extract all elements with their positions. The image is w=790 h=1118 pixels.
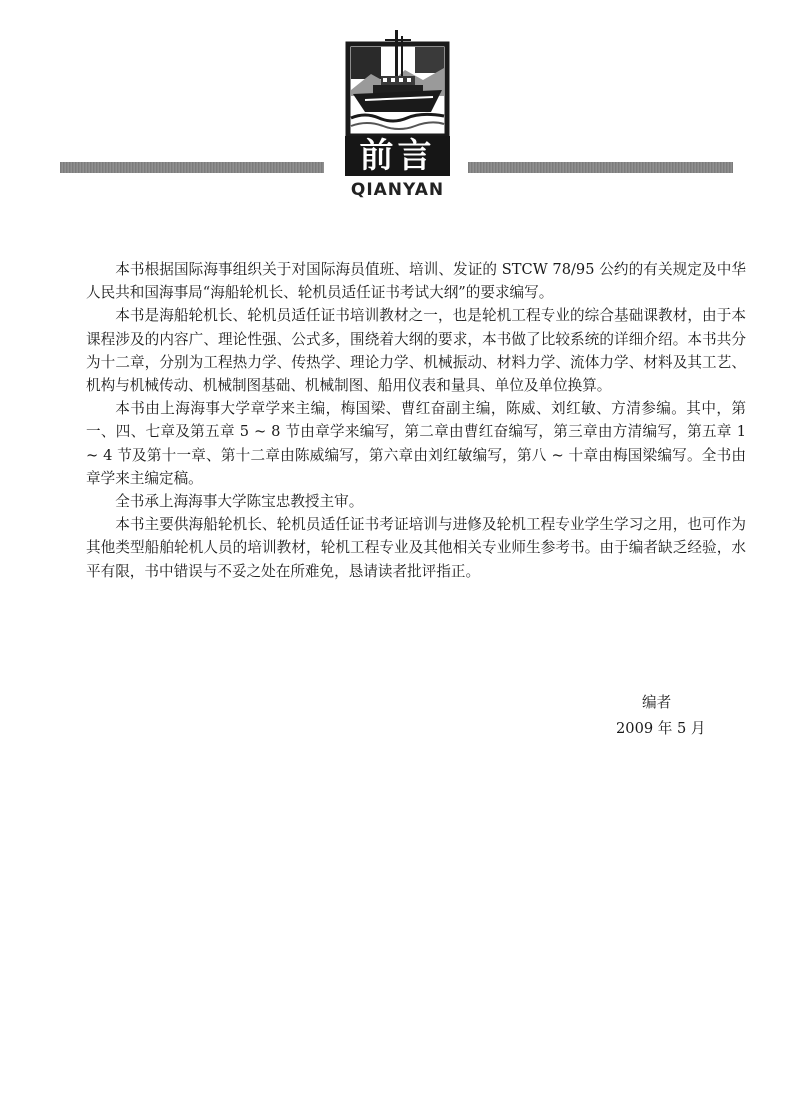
chapter-title-pinyin: QIANYAN <box>350 180 445 200</box>
paragraph-reviewer: 全书承上海海事大学陈宝忠教授主审。 <box>115 493 364 511</box>
paragraph-authors: 本书由上海海事大学章学来主编，梅国梁、曹红奋副主编，陈威、刘红敏、方清参编。其中，第一、四、七章及第五章 5 ~ 8 节由章学来编写，第二章由曹红奋编写，第三章由方清编写，第五章 1 ~ 4 节及第十一章、第十二章由陈威编写，第六章由刘红敏编写，第八 ~ 十章由梅国梁编写。全书由章学来主编定稿。 <box>86 400 746 487</box>
header-rule-left <box>60 162 324 173</box>
signature-date: 2009 年 5 月 <box>616 720 706 737</box>
paragraph-audience: 本书主要供海船轮机长、轮机员适任证书考证培训与进修及轮机工程专业学生学习之用，也可作为其他类型船舶轮机人员的培训教材，轮机工程专业及其他相关专业师生参考书。由于编者缺乏经验，水平有限，书中错误与不妥之处在所难免，恳请读者批评指正。 <box>86 516 746 580</box>
signature-author: 编者 <box>642 694 672 711</box>
paragraph-standards: 本书根据国际海事组织关于对国际海员值班、培训、发证的 STCW 78/95 公约的有关规定及中华人民共和国海事局“海船轮机长、轮机员适任证书考试大纲”的要求编写。 <box>86 261 746 302</box>
chapter-header <box>0 0 790 215</box>
signature-block <box>560 690 750 742</box>
preface-body <box>86 258 746 583</box>
header-rule-right <box>468 162 733 173</box>
chapter-title: 前言 <box>345 136 450 176</box>
paragraph-contents: 本书是海船轮机长、轮机员适任证书培训教材之一，也是轮机工程专业的综合基础课教材，由于本课程涉及的内容广、理论性强、公式多，围绕着大纲的要求，本书做了比较系统的详细介绍。本书共分为十二章，分别为工程热力学、传热学、理论力学、机械振动、材料力学、流体力学、材料及其工艺、机构与机械传动、机械制图基础、机械制图、船用仪表和量具、单位及单位换算。 <box>86 307 746 395</box>
